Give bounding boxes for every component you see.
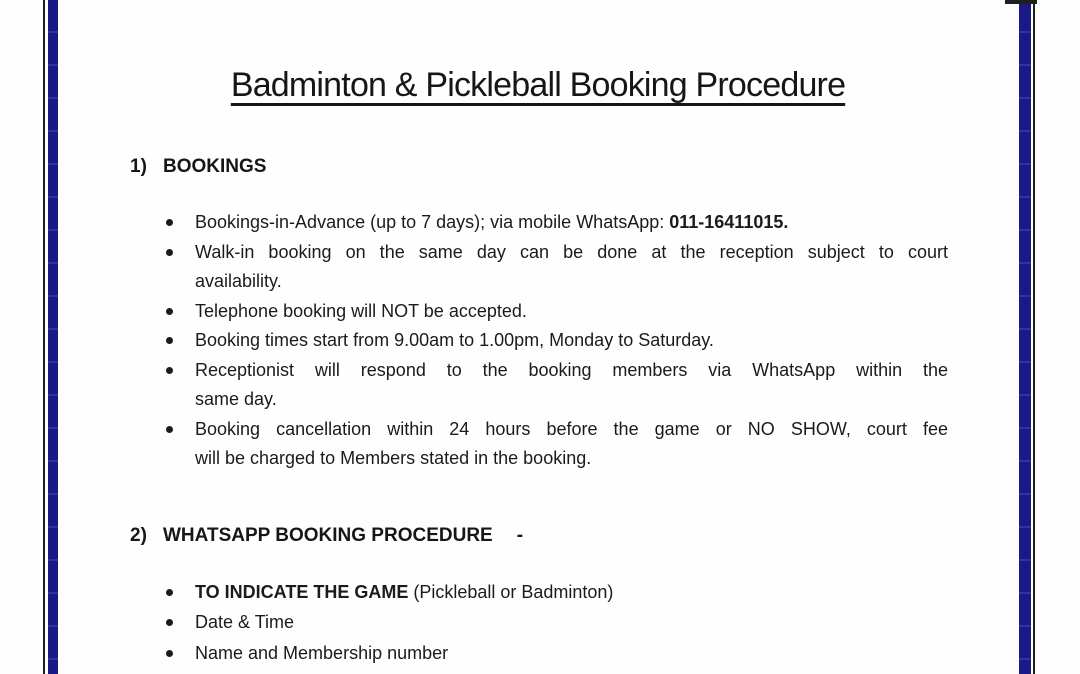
bullet-text: Telephone booking will NOT be accepted. bbox=[195, 300, 527, 321]
list-item bbox=[164, 577, 948, 608]
section-2-heading-text: WHATSAPP BOOKING PROCEDURE bbox=[163, 524, 493, 546]
section-2-heading bbox=[59, 526, 1017, 546]
section-1-bullet-list bbox=[164, 208, 948, 474]
section-2-bullet-list bbox=[164, 577, 948, 669]
bullet-icon bbox=[166, 367, 173, 374]
list-item bbox=[164, 238, 948, 297]
bullet-icon bbox=[166, 650, 173, 657]
list-item bbox=[164, 356, 948, 415]
list-item bbox=[164, 638, 948, 669]
bullet-text: Receptionist will respond to the booking members via WhatsApp within the bbox=[195, 359, 948, 380]
list-item bbox=[164, 297, 948, 327]
page-title: Badminton & Pickleball Booking Procedure bbox=[230, 66, 846, 104]
section-2-number: 2) bbox=[130, 524, 147, 546]
section-1-heading-text: BOOKINGS bbox=[163, 156, 267, 177]
bullet-icon bbox=[166, 308, 173, 315]
document-content bbox=[59, 0, 1017, 668]
list-item bbox=[164, 208, 948, 238]
bullet-text: will be charged to Members stated in the booking. bbox=[195, 448, 592, 468]
bullet-text: same day. bbox=[195, 389, 277, 409]
bullet-icon bbox=[166, 589, 173, 596]
section-2-heading-dash: - bbox=[516, 524, 524, 546]
bullet-text: Walk-in booking on the same day can be done at the reception subject to court bbox=[195, 241, 948, 262]
bullet-text: (Pickleball or Badminton) bbox=[408, 581, 614, 602]
bullet-icon bbox=[166, 249, 173, 256]
bullet-text: availability. bbox=[195, 271, 282, 291]
bullet-icon bbox=[166, 219, 173, 226]
section-1-heading bbox=[59, 157, 1017, 177]
bullet-icon bbox=[166, 426, 173, 433]
list-item bbox=[164, 326, 948, 356]
bullet-text: Name and Membership number bbox=[195, 642, 449, 663]
bullet-text: Booking times start from 9.00am to 1.00pm, Monday to Saturday. bbox=[195, 330, 714, 350]
bullet-icon bbox=[166, 619, 173, 626]
page-border-navy-left bbox=[48, 0, 58, 674]
page-border-outer-left bbox=[43, 0, 45, 674]
section-1-number: 1) bbox=[130, 156, 147, 177]
bullet-text-bold: TO INDICATE THE GAME bbox=[195, 581, 409, 602]
page-border-navy-right bbox=[1019, 0, 1031, 674]
bullet-icon bbox=[166, 337, 173, 344]
bullet-text: Booking cancellation within 24 hours before the game or NO SHOW, court fee bbox=[195, 418, 948, 439]
bullet-text: Bookings-in-Advance (up to 7 days); via mobile WhatsApp: bbox=[195, 212, 670, 232]
list-item bbox=[164, 415, 948, 474]
page-border-outer-right bbox=[1033, 0, 1035, 674]
list-item bbox=[164, 607, 948, 638]
bullet-text: Date & Time bbox=[195, 612, 295, 632]
bullet-text-bold: 011-16411015. bbox=[669, 212, 789, 232]
